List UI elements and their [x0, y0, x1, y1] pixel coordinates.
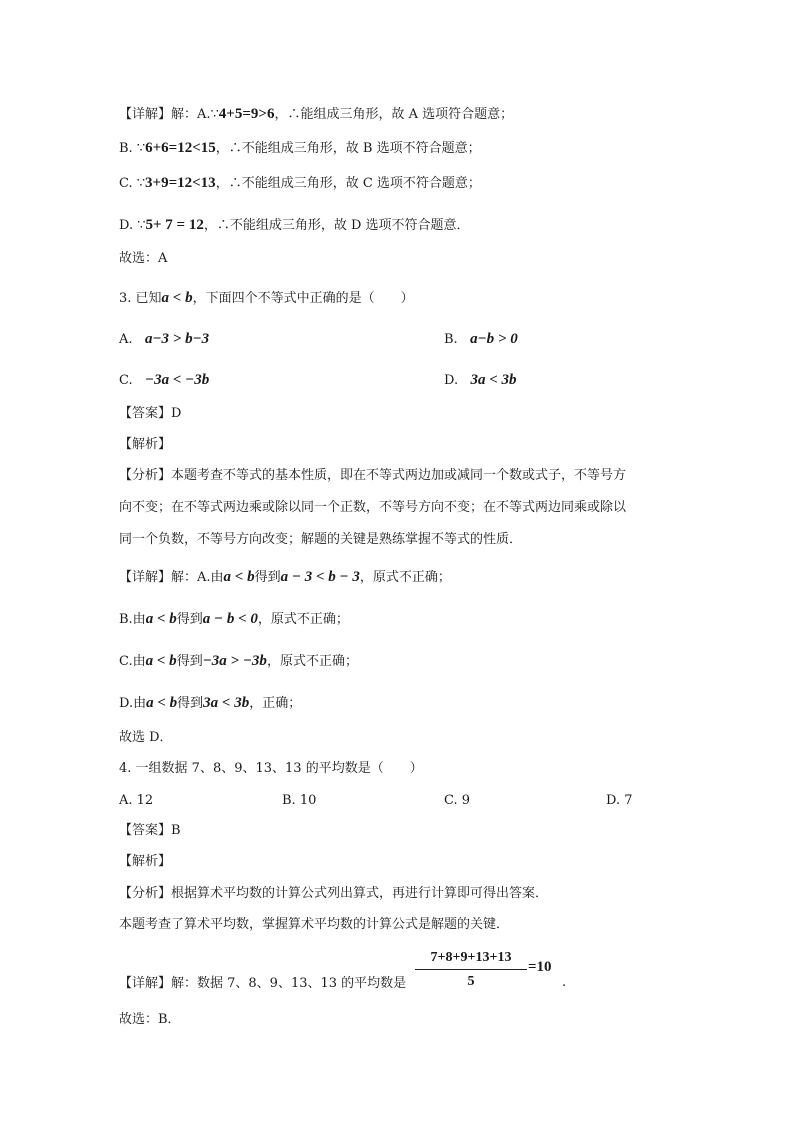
math-expr: a < b — [146, 695, 178, 711]
detail-line-c — [119, 174, 481, 193]
q4-answer: 【答案】B — [119, 823, 181, 838]
q2-choose: 故选：A — [119, 251, 168, 266]
math-expr: a − 3 < b − 3 — [280, 569, 360, 585]
text: C. ∵ — [119, 176, 146, 191]
text: ，∴不能组成三角形，故 D 选项不符合题意． — [203, 218, 470, 233]
option-label: C. — [119, 373, 133, 388]
text: 得到 — [176, 612, 203, 627]
q3-option-c — [119, 371, 209, 390]
option-label: B. — [444, 332, 458, 347]
math-expr: 3a < 3b — [203, 695, 250, 711]
math-expr: −3a < −3b — [145, 372, 210, 388]
q4-option-c: C. 9 — [444, 793, 471, 808]
text: 3. 已知 — [119, 291, 162, 306]
q3-detail-d — [119, 694, 301, 713]
q3-detail-a — [119, 568, 451, 587]
q4-option-d: D. 7 — [606, 793, 633, 808]
text: ，∴能组成三角形，故 A 选项符合题意； — [274, 107, 514, 122]
text: ，原式不正确； — [359, 570, 451, 585]
math-expr: a − b < 0 — [202, 611, 258, 627]
text: ，原式不正确； — [257, 612, 349, 627]
text: 得到 — [176, 654, 203, 669]
detail-line-a — [119, 105, 513, 124]
text: B.由 — [119, 612, 146, 627]
math-expr: 3+9=12<13 — [145, 175, 216, 191]
text: D.由 — [119, 696, 147, 711]
q3-analysis-line-3: 同一个负数，不等号方向改变；解题的关键是熟练掌握不等式的性质． — [119, 532, 523, 547]
math-expr: 4+5=9>6 — [218, 106, 275, 122]
fraction-denominator: 5 — [467, 974, 475, 989]
math-expr: a < b — [223, 569, 255, 585]
q4-option-a: A. 12 — [119, 793, 154, 808]
q3-option-a — [119, 330, 209, 349]
q4-stem: 4. 一组数据 7、8、9、13、13 的平均数是（ ） — [119, 761, 423, 776]
math-expr: −3a > −3b — [202, 653, 267, 669]
q3-choose: 故选 D． — [119, 730, 173, 745]
math-expr: a−3 > b−3 — [144, 331, 210, 347]
text: B. ∵ — [119, 141, 146, 156]
q4-analysis-line-2: 本题考查了算术平均数，掌握算术平均数的计算公式是解题的关键． — [119, 917, 510, 932]
q3-detail-b — [119, 610, 349, 629]
q4-choose: 故选：B． — [119, 1012, 181, 1027]
q4-analysis-title: 【解析】 — [119, 854, 172, 869]
fraction-period: . — [562, 975, 567, 990]
q3-stem — [119, 289, 414, 308]
text: 【详解】解：A.由 — [119, 570, 224, 585]
text: D. ∵ — [119, 218, 146, 233]
detail-line-d — [119, 216, 470, 235]
text: ，原式不正确； — [266, 654, 358, 669]
fraction-numerator: 7+8+9+13+13 — [415, 950, 527, 970]
mean-fraction — [415, 950, 527, 990]
math-expr: 3a < 3b — [470, 372, 517, 388]
q3-option-b — [444, 330, 518, 349]
math-expr: 6+6=12<15 — [145, 140, 216, 156]
math-expr: a < b — [161, 290, 193, 306]
text: 得到 — [254, 570, 281, 585]
text: ，下面四个不等式中正确的是（ ） — [192, 291, 414, 306]
q4-detail-text: 【详解】解：数据 7、8、9、13、13 的平均数是 — [119, 976, 407, 991]
math-expr: 5+ 7 = 12 — [145, 217, 204, 233]
text: ，∴不能组成三角形，故 B 选项不符合题意； — [215, 141, 481, 156]
q3-analysis-line-2: 向不变；在不等式两边乘或除以同一个正数，不等号方向不变；在不等式两边同乘或除以 — [119, 500, 627, 515]
q3-detail-c — [119, 652, 358, 671]
text: C.由 — [119, 654, 146, 669]
text: ，正确； — [249, 696, 302, 711]
q3-analysis-line-1: 【分析】本题考查不等式的基本性质，即在不等式两边加或减同一个数或式子，不等号方 — [119, 468, 627, 483]
q3-analysis-title: 【解析】 — [119, 437, 172, 452]
q3-option-d — [444, 371, 517, 390]
math-expr: a < b — [145, 611, 177, 627]
option-label: A. — [119, 332, 133, 347]
option-label: D. — [444, 373, 459, 388]
fraction-result: =10 — [528, 959, 552, 975]
q4-analysis-line-1: 【分析】根据算术平均数的计算公式列出算式，再进行计算即可得出答案． — [119, 886, 549, 901]
q4-option-b: B. 10 — [282, 793, 317, 808]
detail-line-b — [119, 139, 481, 158]
text: 得到 — [177, 696, 204, 711]
q3-answer: 【答案】D — [119, 406, 182, 421]
text: 【详解】解：A.∵ — [119, 107, 219, 122]
math-expr: a−b > 0 — [470, 331, 518, 347]
text: ，∴不能组成三角形，故 C 选项不符合题意； — [215, 176, 481, 191]
math-expr: a < b — [145, 653, 177, 669]
